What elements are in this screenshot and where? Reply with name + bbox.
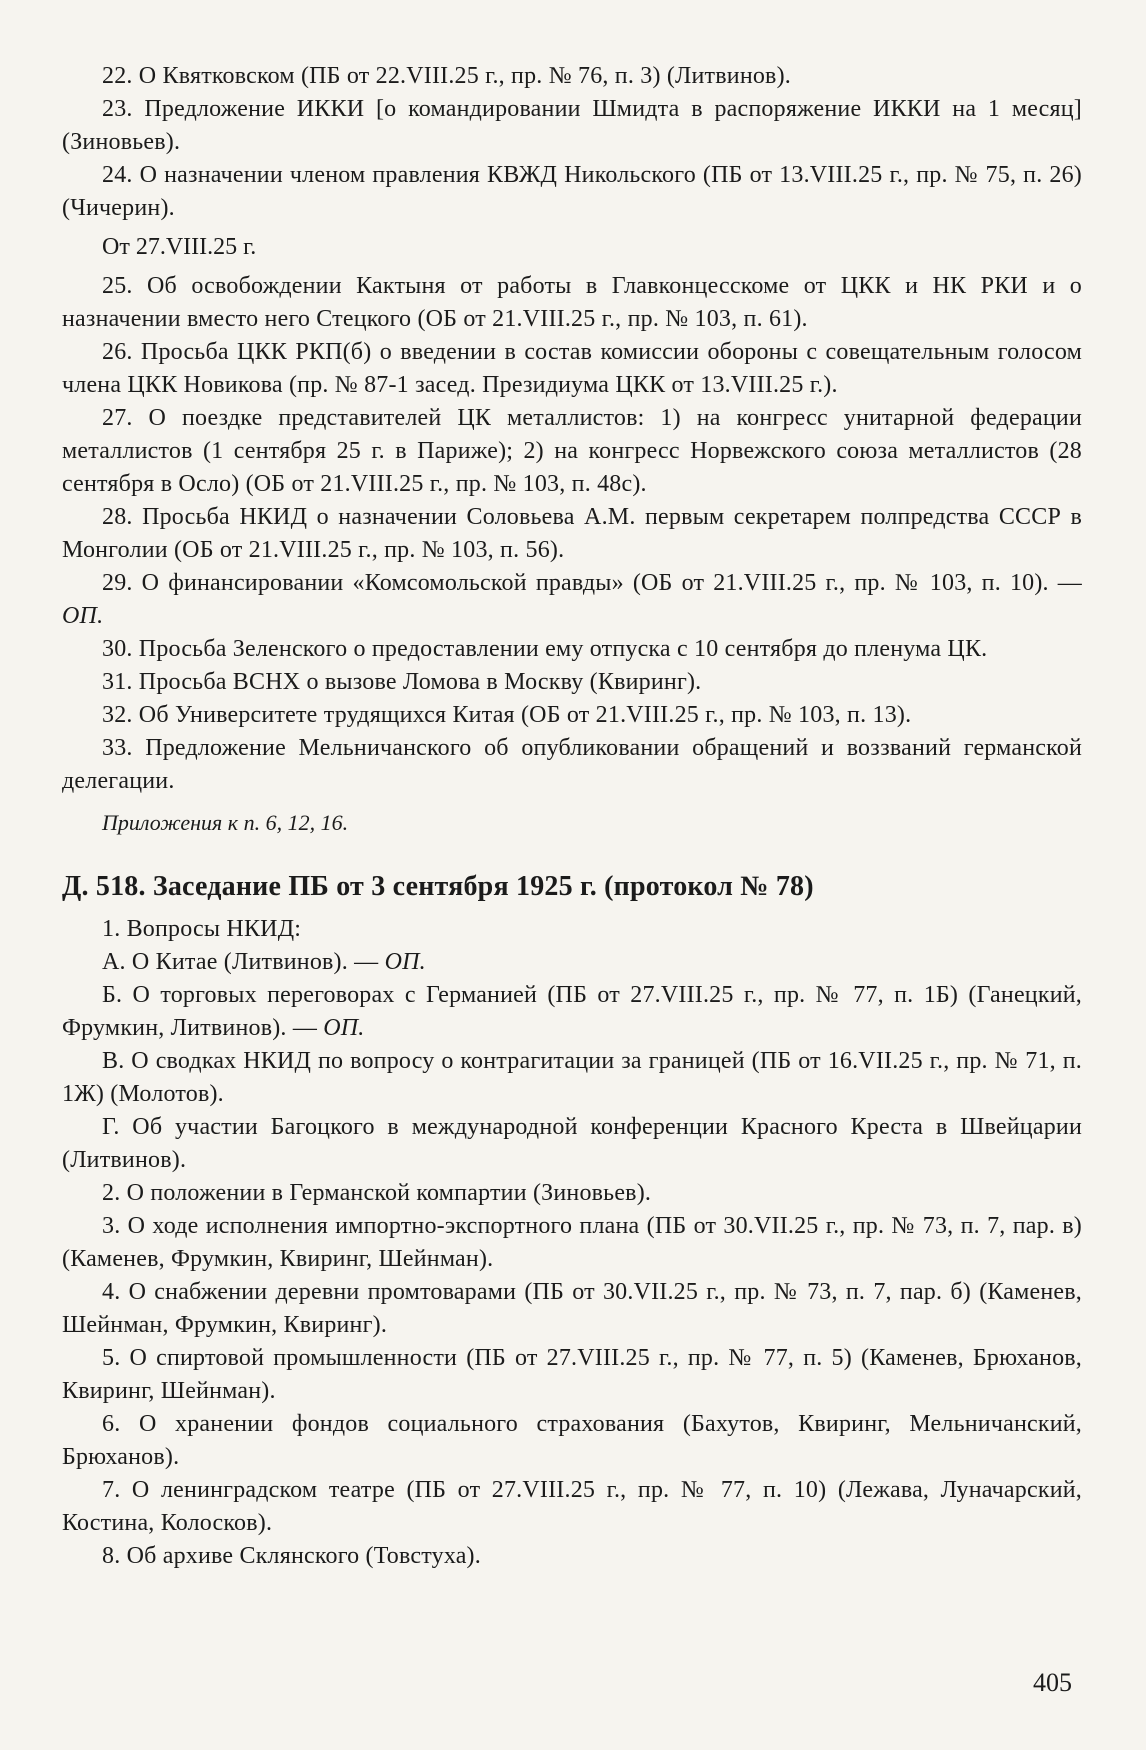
item-1a-op: ОП. [384, 949, 426, 975]
item-26: 26. Просьба ЦКК РКП(б) о введении в состав комиссии обороны с совещательным голосом члена ЦКК Новикова (пр. № 87-1 засед. Президиума ЦКК от 13.VIII.25 г.). [62, 339, 1082, 398]
item-22: 22. О Квятковском (ПБ от 22.VIII.25 г., пр. № 76, п. 3) (Литвинов). [102, 63, 791, 89]
item-4: 4. О снабжении деревни промтоварами (ПБ от 30.VII.25 г., пр. № 73, п. 7, пар. б) (Каменев, Шейнман, Фрумкин, Квиринг). [62, 1279, 1082, 1338]
item-1a-text: А. О Китае (Литвинов). — [102, 949, 379, 975]
item-1a [62, 946, 1082, 979]
item-3: 3. О ходе исполнения импортно-экспортного плана (ПБ от 30.VII.25 г., пр. № 73, п. 7, пар. в) (Каменев, Фрумкин, Квиринг, Шейнман). [62, 1213, 1082, 1272]
item-32: 32. Об Университете трудящихся Китая (ОБ от 21.VIII.25 г., пр. № 103, п. 13). [102, 702, 912, 728]
item-1b-text: Б. О торговых переговорах с Германией (ПБ от 27.VIII.25 г., пр. № 77, п. 1Б) (Ганецкий, Фрумкин, Литвинов). — [62, 982, 1082, 1041]
item-29 [62, 567, 1082, 633]
item-8: 8. Об архиве Склянского (Товстуха). [102, 1543, 481, 1569]
item-2: 2. О положении в Германской компартии (Зиновьев). [102, 1180, 652, 1206]
item-1: 1. Вопросы НКИД: [102, 916, 302, 942]
item-5: 5. О спиртовой промышленности (ПБ от 27.VIII.25 г., пр. № 77, п. 5) (Каменев, Брюханов, Квиринг, Шейнман). [62, 1345, 1082, 1404]
item-31: 31. Просьба ВСНХ о вызове Ломова в Москву (Квиринг). [102, 669, 702, 695]
item-29-op: ОП. [62, 603, 104, 629]
item-6: 6. О хранении фондов социального страхования (Бахутов, Квиринг, Мельничанский, Брюханов). [62, 1411, 1082, 1470]
date-subheading: От 27.VIII.25 г. [102, 234, 257, 260]
item-1b [62, 979, 1082, 1045]
item-29-text: 29. О финансировании «Комсомольской правды» (ОБ от 21.VIII.25 г., пр. № 103, п. 10). — [102, 570, 1082, 596]
item-1v: В. О сводках НКИД по вопросу о контрагитации за границей (ПБ от 16.VII.25 г., пр. № 71, п. 1Ж) (Молотов). [62, 1048, 1082, 1107]
section-heading: Д. 518. Заседание ПБ от 3 сентября 1925 г. (протокол № 78) [62, 871, 814, 902]
item-25: 25. Об освобождении Кактыня от работы в Главконцесскоме от ЦКК и НК РКИ и о назначении вместо него Стецкого (ОБ от 21.VIII.25 г., пр. № 103, п. 61). [62, 273, 1082, 332]
item-27: 27. О поездке представителей ЦК металлистов: 1) на конгресс унитарной федерации металлистов (1 сентября 25 г. в Париже); 2) на конгресс Норвежского союза металлистов (28 сентября в Осло) (ОБ от 21.VIII.25 г., пр. № 103, п. 48с). [62, 405, 1082, 497]
page-number: 405 [1033, 1668, 1072, 1697]
item-33: 33. Предложение Мельничанского об опубликовании обращений и воззваний германской делегации. [62, 735, 1082, 794]
item-28: 28. Просьба НКИД о назначении Соловьева А.М. первым секретарем полпредства СССР в Монголии (ОБ от 21.VIII.25 г., пр. № 103, п. 56). [62, 504, 1082, 563]
item-1g: Г. Об участии Багоцкого в международной конференции Красного Креста в Швейцарии (Литвинов). [62, 1114, 1082, 1173]
item-30: 30. Просьба Зеленского о предоставлении ему отпуска с 10 сентября до пленума ЦК. [102, 636, 988, 662]
item-23: 23. Предложение ИККИ [о командировании Шмидта в распоряжение ИККИ на 1 месяц] (Зиновьев). [62, 96, 1082, 155]
item-24: 24. О назначении членом правления КВЖД Никольского (ПБ от 13.VIII.25 г., пр. № 75, п. 26) (Чичерин). [62, 162, 1082, 221]
document-page [62, 60, 1082, 1573]
item-7: 7. О ленинградском театре (ПБ от 27.VIII.25 г., пр. № 77, п. 10) (Лежава, Луначарский, Костина, Колосков). [62, 1477, 1082, 1536]
item-1b-op: ОП. [323, 1015, 365, 1041]
appendix-note: Приложения к п. 6, 12, 16. [102, 810, 349, 835]
